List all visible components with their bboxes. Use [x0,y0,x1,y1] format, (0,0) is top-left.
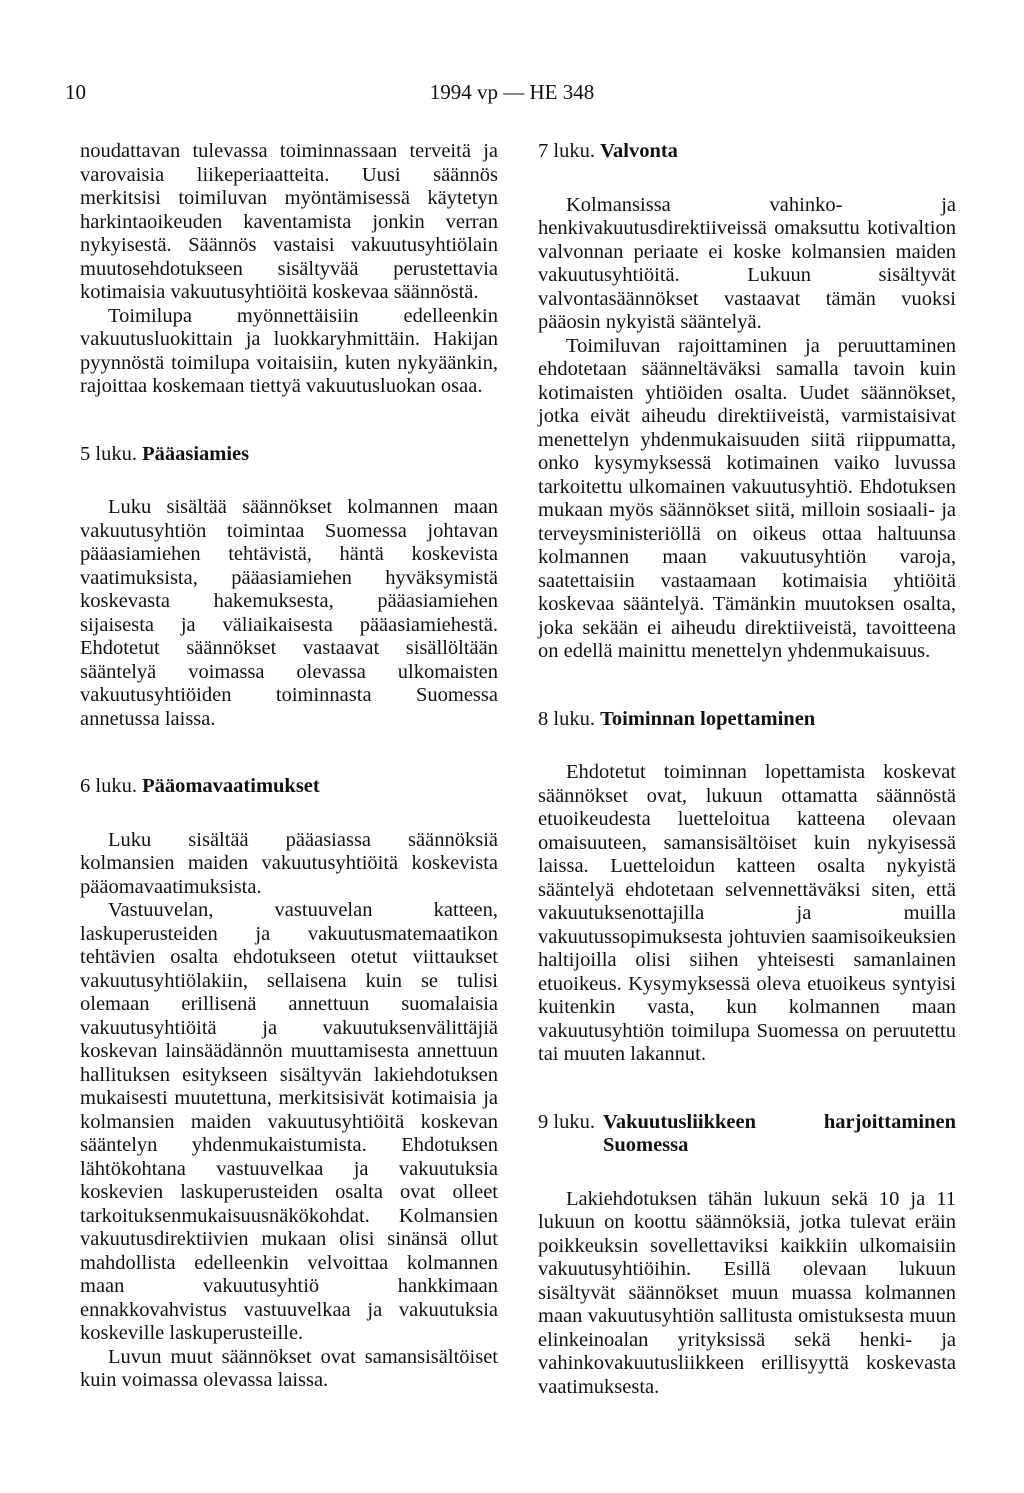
paragraph: Vastuuvelan, vastuuvelan katteen, laskuperusteiden ja vakuutusmatemaatikon tehtävien osalta ehdotukseen otetut viittaukset vakuutusyhtiölakiin, sellaisena kuin se tulisi olemaan erillisenä annettuun suomalaisia vakuutusyhtiöitä ja vakuutuksenvälittäjiä koskevan lainsäädännön muuttamisesta annettuun hallituksen esitykseen sisältyvän lakiehdotuksen mukaisesti muutettuna, merkitsisivät kotimaisia ja kolmansien maiden vakuutusyhtiöitä koskevan sääntelyn yhdenmukaistumista. Ehdotuksen lähtökohtana vastuuvelkaa ja vakuutuksia koskevien laskuperusteiden osalta ovat olleet tarkoituksenmukaisuusnäkökohdat. Kolmansien vakuutusdirektiivien mukaan olisi sinänsä ollut mahdollista edelleenkin velvoittaa kolmannen maan vakuutusyhtiö hankkimaan ennakkovahvistus vastuuvelkaa ja vakuutuksia koskeville laskuperusteille. [80,899,498,1344]
paragraph: Ehdotetut toiminnan lopettamista koskevat säännökset ovat, lukuun ottamatta säännöstä etuoikeudesta luetteloitua katteena olevaan omaisuuteen, samansisältöiset kuin nykyisessä laissa. Luetteloidun katteen osalta nykyistä sääntelyä ehdotetaan selvennettäväksi siten, että vakuutuksenottajilla ja muilla vakuutussopimuksesta johtuvien saamisoikeuksien haltijoilla olisi siihen yhteisesti samanlainen etuoikeus. Kysymyksessä oleva etuoikeus syntyisi kuitenkin vasta, kun kolmannen maan vakuutusyhtiön toimilupa Suomessa on peruutettu tai muuten lakannut. [538,761,956,1065]
chapter-number: 8 luku. [538,707,595,730]
chapter-number: 9 luku. [538,1110,595,1133]
chapter-heading-7 [538,140,956,164]
chapter-heading-6 [80,775,498,799]
chapter-title: Pääomavaatimukset [142,775,320,797]
paragraph: Toimiluvan rajoittaminen ja peruuttaminen ehdotetaan säänneltäväksi samalla tavoin kuin kotimaisten yhtiöiden osalta. Uudet säännökset, jotka eivät aiheudu direktiiveistä, varmistaisivat menettelyn yhdenmukaisuuden siitä riippumatta, onko kysymyksessä kotimainen vaiko luvussa tarkoitettu ulkomainen vakuutusyhtiö. Ehdotuksen mukaan myös säännökset siitä, milloin sosiaali- ja terveysministeriöllä on oikeus ottaa haltuunsa kolmannen maan vakuutusyhtiön varoja, saatettaisiin vastaamaan kotimaisia yhtiöitä koskevaa sääntelyä. Tämänkin muutoksen osalta, joka sekään ei aiheudu direktiiveistä, tavoitteena on edellä mainittu menettelyn yhdenmukaisuus. [538,334,956,662]
chapter-title: Pääasiamies [142,442,250,465]
chapter-title: Toiminnan lopettaminen [600,707,816,730]
paragraph: Luvun muut säännökset ovat samansisältöiset kuin voimassa olevassa laissa. [80,1345,498,1391]
chapter-title: Valvonta [600,140,678,162]
paragraph: Luku sisältää säännökset kolmannen maan vakuutusyhtiön toimintaa Suomessa johtavan pääasiamiehen tehtävistä, häntä koskevista vaatimuksista, pääasiamiehen hyväksymistä koskevasta hakemuksesta, pääasiamiehen sijaisesta ja väliaikaisesta pääasiamiehestä. Ehdotetut säännökset vastaavat sisällöltään sääntelyä voimassa olevassa ulkomaisten vakuutusyhtiöiden toiminnasta Suomessa annetussa laissa. [80,496,498,730]
page-number: 10 [65,80,86,104]
chapter-heading-9 [538,1111,956,1158]
paragraph: Lakiehdotuksen tähän lukuun sekä 10 ja 11 lukuun on koottu säännöksiä, jotka tulevat eräin poikkeuksin sovellettaviksi kaikkiin ulkomaisiin vakuutusyhtiöihin. Esillä olevaan lukuun sisältyvät säännökset muun muassa kolmannen maan vakuutusyhtiön sallitusta omistuksesta muun elinkeinoalan yrityksissä sekä henki- ja vahinkovakuutusliikkeen erillisyyttä koskevasta vaatimuksesta. [538,1187,956,1398]
left-column [80,140,498,1393]
paragraph: noudattavan tulevassa toiminnassaan terveitä ja varovaisia liikeperiaatteita. Uusi säännös merkitsisi toimiluvan myöntämisessä käytetyn harkintaoikeuden kaventamista jonkin verran nykyisestä. Säännös vastaisi vakuutusyhtiölain muutosehdotukseen sisältyvää perustettavia kotimaisia vakuutusyhtiöitä koskevaa säännöstä. [80,140,498,303]
right-column [538,140,956,1399]
page-header [0,80,1024,110]
chapter-heading-5 [80,443,498,467]
running-title: 1994 vp — HE 348 [429,80,595,104]
paragraph: Kolmansissa vahinko- ja henkivakuutusdirektiiveissä omaksuttu kotivaltion valvonnan periaate ei koske kolmansien maiden vakuutusyhtiöitä. Lukuun sisältyvät valvontasäännökset vastaavat tämän vuoksi pääosin nykyistä sääntelyä. [538,193,956,333]
chapter-number: 5 luku. [80,442,137,465]
chapter-number: 6 luku. [80,775,137,797]
chapter-heading-8 [538,708,956,732]
paragraph: Toimilupa myönnettäisiin edelleenkin vakuutusluokittain ja luokkaryhmittäin. Hakijan pyynnöstä toimilupa voitaisiin, kuten nykyäänkin, rajoittaa koskemaan tiettyä vakuutusluokan osaa. [80,304,498,397]
chapter-title: Vakuutusliikkeen harjoittaminen Suomessa [602,1110,956,1156]
paragraph: Luku sisältää pääasiassa säännöksiä kolmansien maiden vakuutusyhtiöitä koskevista pääomavaatimuksista. [80,828,498,898]
chapter-number: 7 luku. [538,140,595,162]
